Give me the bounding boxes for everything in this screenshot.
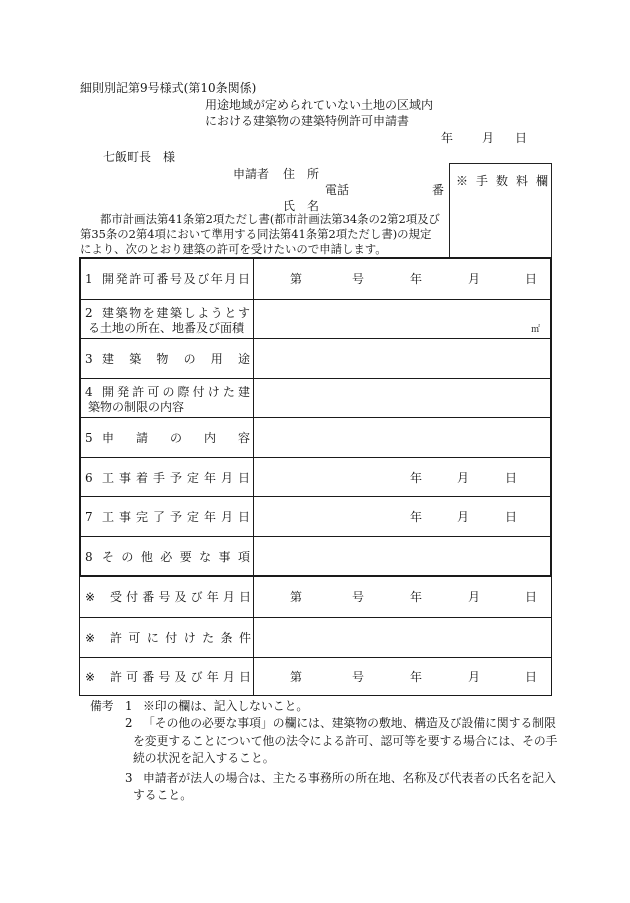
note-text: 「その他の必要な事項」の欄には、建築物の敷地、構造及び設備に関する制限 [143,716,556,730]
applicant-section [79,257,552,577]
note-number: 3 [125,771,133,785]
row-number: 8 [85,549,93,564]
row-label-line-2: 築物の制限の内容 [88,399,185,414]
value-year: 年 [410,590,423,604]
row-label: 受付番号及び年月日 [110,590,251,604]
value-month: 月 [457,470,470,485]
row-label-cell [81,418,254,457]
row-value-cell [254,418,550,457]
row-value-cell [254,259,550,299]
application-table [79,257,552,696]
note-number: 1 [125,699,133,713]
applicant-address-label: 住 所 [283,167,320,181]
row-label: その他必要な事項 [102,549,250,564]
value-month: 月 [457,510,470,524]
value-year: 年 [410,510,423,524]
notes-heading: 備考 [90,699,114,713]
row-value-cell [254,658,551,695]
row-label-cell [80,658,254,695]
date-day-label: 日 [515,131,528,145]
value-day: 日 [505,510,518,524]
value-day: 日 [525,590,538,604]
value-go: 号 [352,670,365,684]
row-number: 2 [85,305,93,320]
table-row-construction-end [81,496,550,536]
fee-box [449,163,557,257]
note-text: 申請者が法人の場合は、主たる事務所の所在地、名称及び代表者の氏名を記入 [143,771,556,785]
row-number: 1 [85,272,93,286]
row-label: 申請の内容 [102,431,250,445]
row-label-line-2: る土地の所在、地番及び面積 [88,320,245,335]
form-title-line-1: 用途地域が定められていない土地の区域内 [205,98,434,112]
row-label: 工事完了予定年月日 [102,510,250,524]
row-label-cell [81,339,254,378]
value-dai: 第 [290,272,303,286]
table-row-development-permit [81,259,550,299]
row-label: 建築物の用途 [102,352,250,366]
form-reference: 細則別記第9号様式(第10条関係) [80,81,257,95]
row-value-cell [254,618,551,657]
note-text: 続の状況を記入すること。 [133,751,275,765]
applicant-name-label: 氏 名 [283,199,320,213]
row-number: 5 [85,431,93,445]
statement-line-3: により、次のとおり建築の許可を受けたいので申請します。 [80,242,387,256]
statement-line-2: 第35条の2第4項において準用する同法第41条第2項ただし書)の規定 [80,227,432,241]
row-value-cell [254,497,550,536]
value-day: 日 [525,670,538,684]
table-row-other-matters [81,536,550,576]
row-label-cell [81,458,254,497]
statement-line-1: 都市計画法第41条第2項ただし書(都市計画法第34条の2第2項及び [100,212,440,226]
table-row-construction-start [81,457,550,497]
applicant-label: 申請者 [233,167,270,181]
value-year: 年 [410,470,423,485]
row-label-cell [81,379,254,418]
table-row-permit-number [80,657,551,695]
value-month: 月 [468,670,481,684]
table-row-land-location [81,299,550,339]
form-title-line-2: における建築物の建築特例許可申請書 [205,114,410,128]
row-label-cell [81,300,254,339]
row-value-cell [254,300,550,339]
office-use-section [79,577,552,696]
table-row-application-content [81,417,550,457]
row-label-cell [80,577,254,617]
value-year: 年 [410,272,423,286]
row-label: 建築物を建築しようとす [102,305,250,320]
table-row-building-use [81,338,550,378]
row-value-cell [254,537,550,576]
row-label: 工事着手予定年月日 [102,470,250,485]
value-month: 月 [468,272,481,286]
table-row-permit-conditions [80,617,551,657]
row-label: 開発許可番号及び年月日 [102,272,250,286]
date-month-label: 月 [482,131,495,145]
row-number: 3 [85,352,93,366]
office-mark: ※ [85,670,96,684]
note-number: 2 [125,716,133,730]
applicant-phone-suffix: 番 [432,183,445,197]
office-mark: ※ [85,631,96,645]
row-value-cell [254,379,550,418]
area-unit: ㎡ [530,325,540,335]
row-number: 7 [85,510,93,524]
row-label-cell [81,259,254,299]
row-label-cell [81,497,254,536]
value-go: 号 [352,590,365,604]
value-month: 月 [468,590,481,604]
row-label: 許可番号及び年月日 [110,670,251,684]
value-dai: 第 [290,590,303,604]
value-day: 日 [525,272,538,286]
note-text: を変更することについて他の法令による許可、認可等を要する場合には、その手 [133,734,558,748]
date-year-label: 年 [441,131,454,145]
row-label-cell [81,537,254,576]
value-go: 号 [352,272,365,286]
table-row-receipt [80,577,551,617]
addressee: 七飯町長 様 [103,150,176,164]
value-year: 年 [410,670,423,684]
table-row-permit-restrictions [81,378,550,418]
row-number: 4 [85,384,93,399]
row-label: 開発許可の際付けた建 [102,384,250,399]
row-value-cell [254,339,550,378]
value-dai: 第 [290,670,303,684]
row-number: 6 [85,470,93,485]
note-text: すること。 [133,788,192,802]
note-text: ※印の欄は、記入しないこと。 [143,699,309,713]
applicant-phone-label: 電話 [325,183,350,197]
value-day: 日 [505,470,518,485]
row-label: 許可に付けた条件 [110,631,251,645]
office-mark: ※ [85,590,96,604]
fee-box-label: ※手数料欄 [456,174,557,188]
row-label-cell [80,618,254,657]
row-value-cell [254,458,550,497]
row-value-cell [254,577,551,617]
